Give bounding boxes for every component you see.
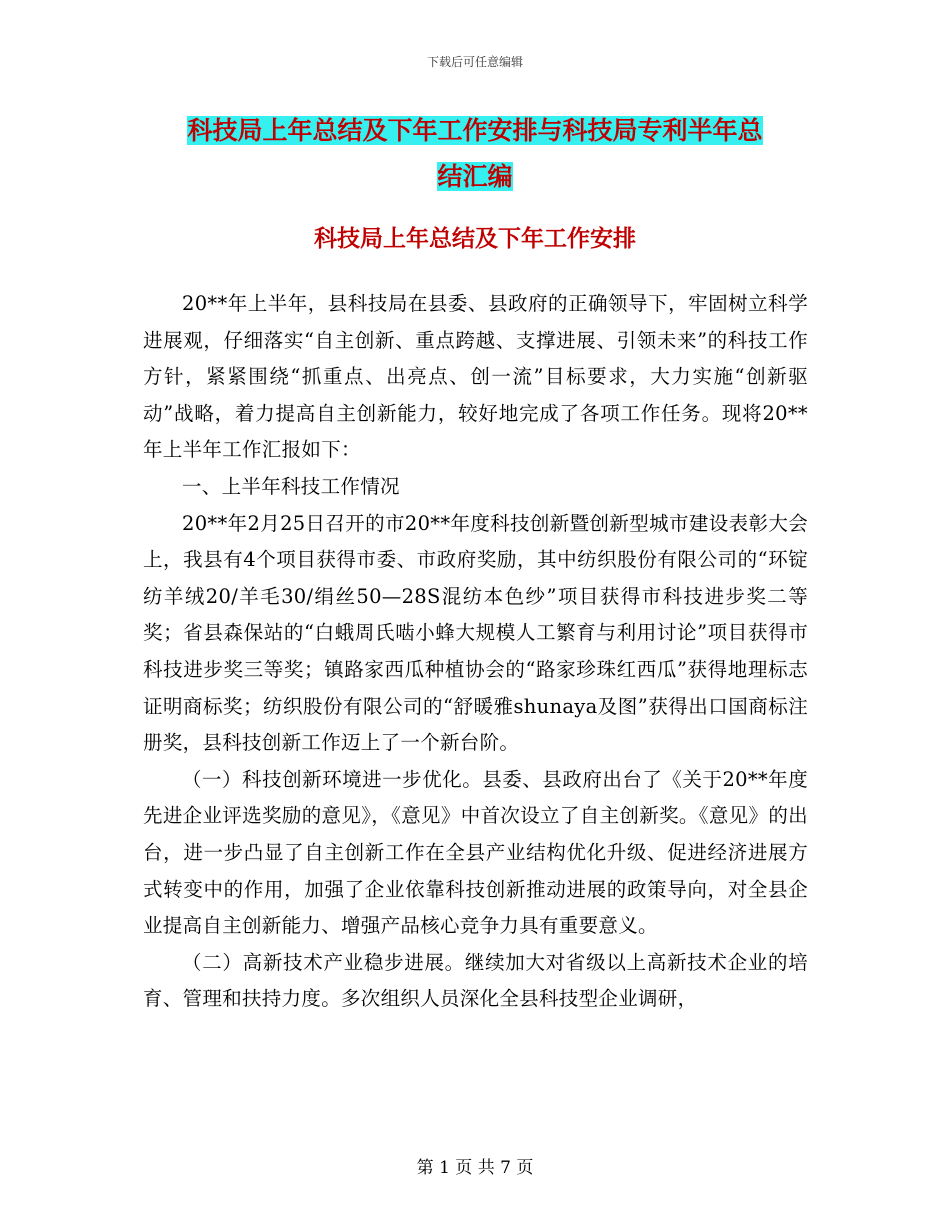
header-note: 下载后可任意编辑 [426, 55, 523, 69]
title-line-2: 结汇编 [437, 162, 513, 191]
page-number: 第 1 页 共 7 页 [416, 1158, 534, 1178]
paragraph: 20**年上半年，县科技局在县委、县政府的正确领导下，牢固树立科学进展观，仔细落实“自主创新、重点跨越、支撑进展、引领未来”的科技工作方针，紧紧围绕“抓重点、出亮点、创一流”目标要求，大力实施“创新驱动”战略，着力提高自主创新能力，较好地完成了各项工作任务。现将20**年上半年工作汇报如下： [143, 292, 808, 462]
section-title: 科技局上年总结及下年工作安排 [314, 225, 636, 252]
title-line-1: 科技局上年总结及下年工作安排与科技局专利半年总 [187, 116, 763, 145]
paragraph: 一、上半年科技工作情况 [182, 474, 400, 498]
body-text [143, 286, 808, 1018]
document-title [140, 108, 810, 200]
paragraph: （二）高新技术产业稳步进展。继续加大对省级以上高新技术企业的培育、管理和扶持力度。多次组织人员深化全县科技型企业调研， [143, 950, 808, 1011]
paragraph: （一）科技创新环境进一步优化。县委、县政府出台了《关于20**年度先进企业评选奖励的意见》，《意见》中首次设立了自主创新奖。《意见》的出台，进一步凸显了自主创新工作在全县产业结构优化升级、促进经济进展方式转变中的作用，加强了企业依靠科技创新推动进展的政策导向，对全县企业提高自主创新能力、增强产品核心竞争力具有重要意义。 [143, 767, 808, 938]
paragraph: 20**年2月25日召开的市20**年度科技创新暨创新型城市建设表彰大会上，我县有4个项目获得市委、市政府奖励，其中纺织股份有限公司的“环锭纺羊绒20/羊毛30/绢丝50—28S混纺本色纱”项目获得市科技进步奖二等奖；省县森保站的“白蛾周氏啮小蜂大规模人工繁育与利用讨论”项目获得市科技进步奖三等奖；镇路家西瓜种植协会的“路家珍珠红西瓜”获得地理标志证明商标奖；纺织股份有限公司的“舒暖雅shunaya及图”获得出口国商标注册奖，县科技创新工作迈上了一个新台阶。 [143, 511, 808, 755]
